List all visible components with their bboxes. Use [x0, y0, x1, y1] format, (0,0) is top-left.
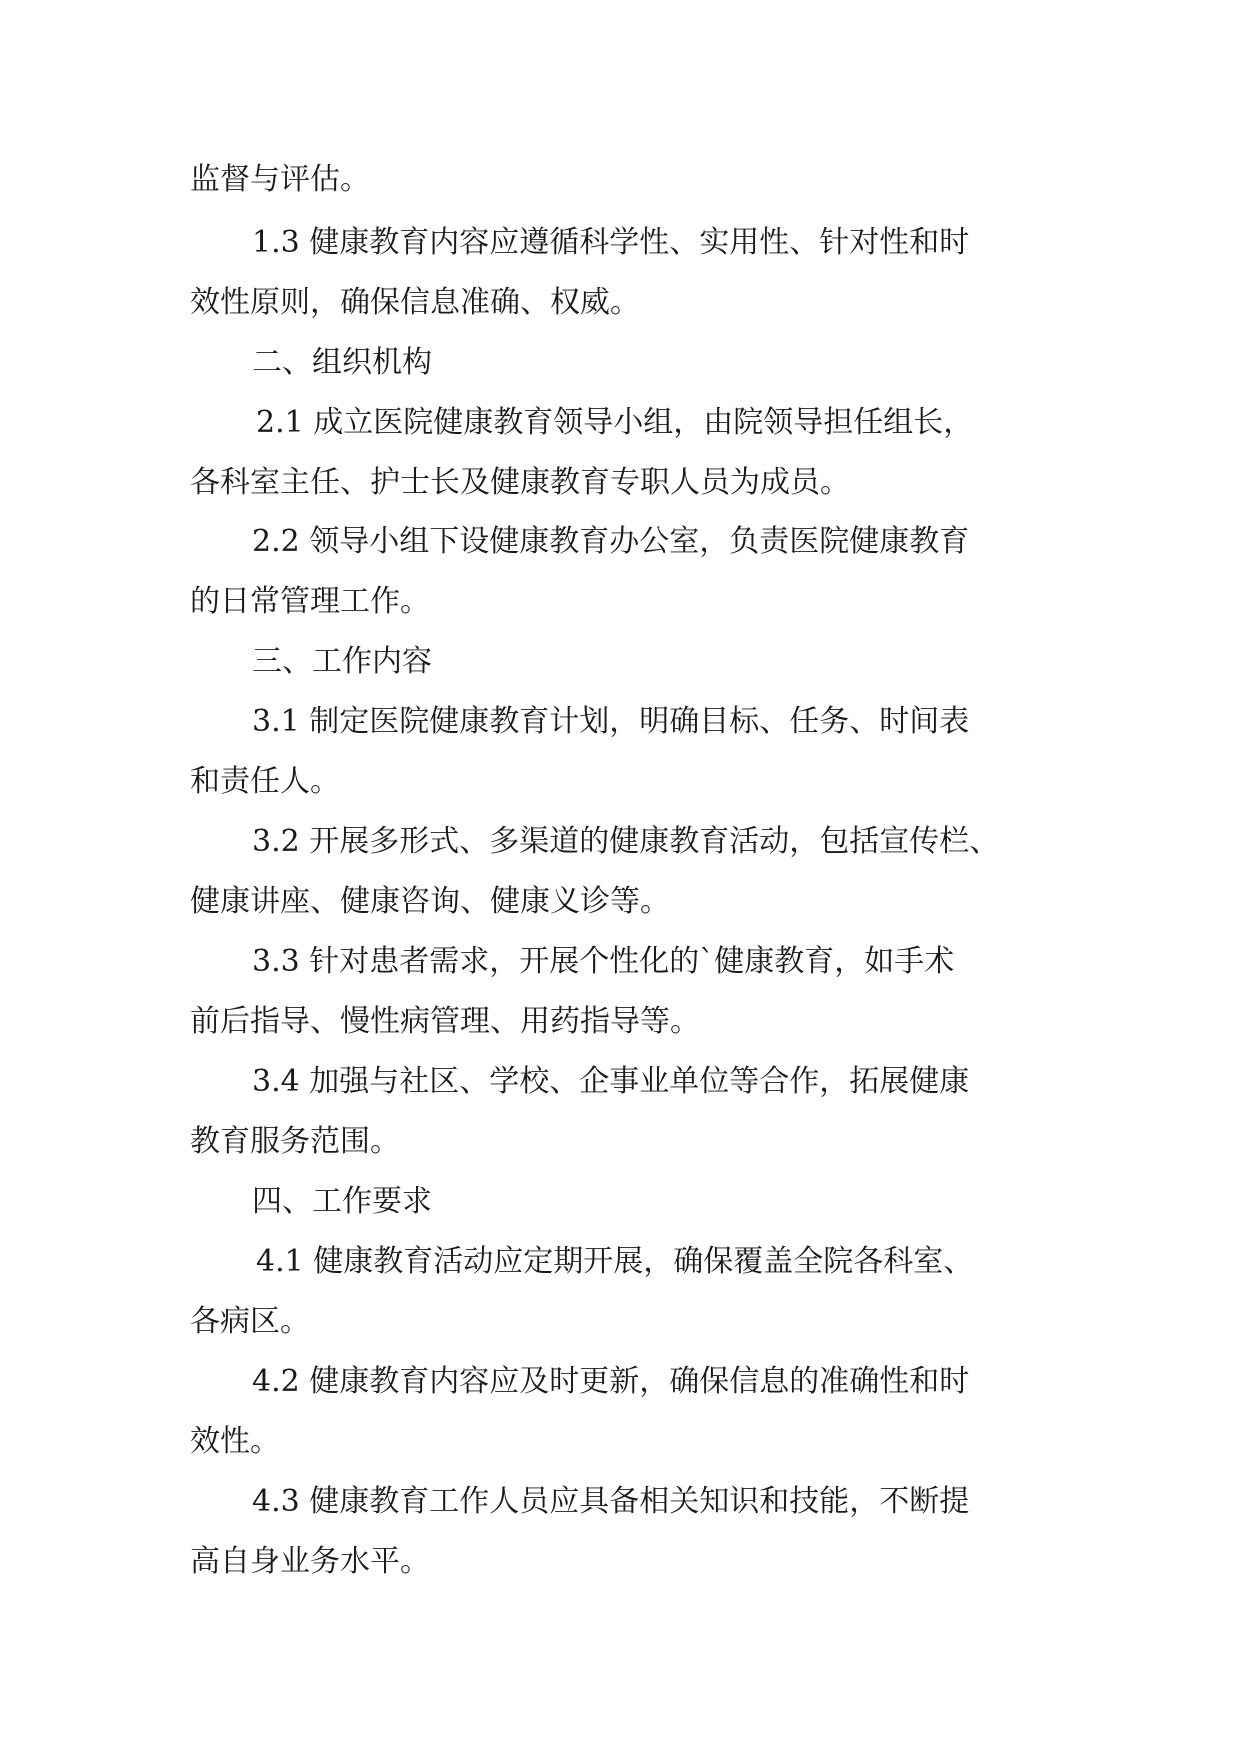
text-line: 2.1 成立医院健康教育领导小组，由院领导担任组长， [256, 405, 974, 440]
text-line: 效性。 [190, 1424, 280, 1459]
text-line: 高自身业务水平。 [190, 1544, 430, 1579]
text-line: 3.4 加强与社区、学校、企事业单位等合作，拓展健康 [252, 1064, 970, 1099]
text-line: 监督与评估。 [190, 162, 370, 197]
text-line: 4.1 健康教育活动应定期开展，确保覆盖全院各科室、 [256, 1244, 974, 1279]
text-line: 4.2 健康教育内容应及时更新，确保信息的准确性和时 [252, 1364, 970, 1399]
text-line: 健康讲座、健康咨询、健康义诊等。 [190, 884, 670, 919]
text-line: 2.2 领导小组下设健康教育办公室，负责医院健康教育 [252, 524, 970, 559]
text-line: 3.2 开展多形式、多渠道的健康教育活动，包括宣传栏、 [252, 824, 1000, 859]
section-heading: 四、工作要求 [252, 1184, 432, 1219]
section-heading: 二、组织机构 [252, 345, 432, 380]
text-line: 各科室主任、护士长及健康教育专职人员为成员。 [190, 465, 850, 500]
text-line: 前后指导、慢性病管理、用药指导等。 [190, 1004, 700, 1039]
text-line: 教育服务范围。 [190, 1124, 400, 1159]
text-line: 1.3 健康教育内容应遵循科学性、实用性、针对性和时 [252, 225, 970, 260]
section-heading: 三、工作内容 [252, 644, 432, 679]
text-line: 的日常管理工作。 [190, 584, 430, 619]
text-line: 和责任人。 [190, 764, 340, 799]
text-line: 各病区。 [190, 1304, 310, 1339]
text-line: 4.3 健康教育工作人员应具备相关知识和技能，不断提 [252, 1484, 970, 1519]
text-line: 3.3 针对患者需求，开展个性化的`健康教育，如手术 [252, 944, 955, 979]
text-line: 3.1 制定医院健康教育计划，明确目标、任务、时间表 [252, 704, 970, 739]
text-line: 效性原则，确保信息准确、权威。 [190, 285, 640, 320]
